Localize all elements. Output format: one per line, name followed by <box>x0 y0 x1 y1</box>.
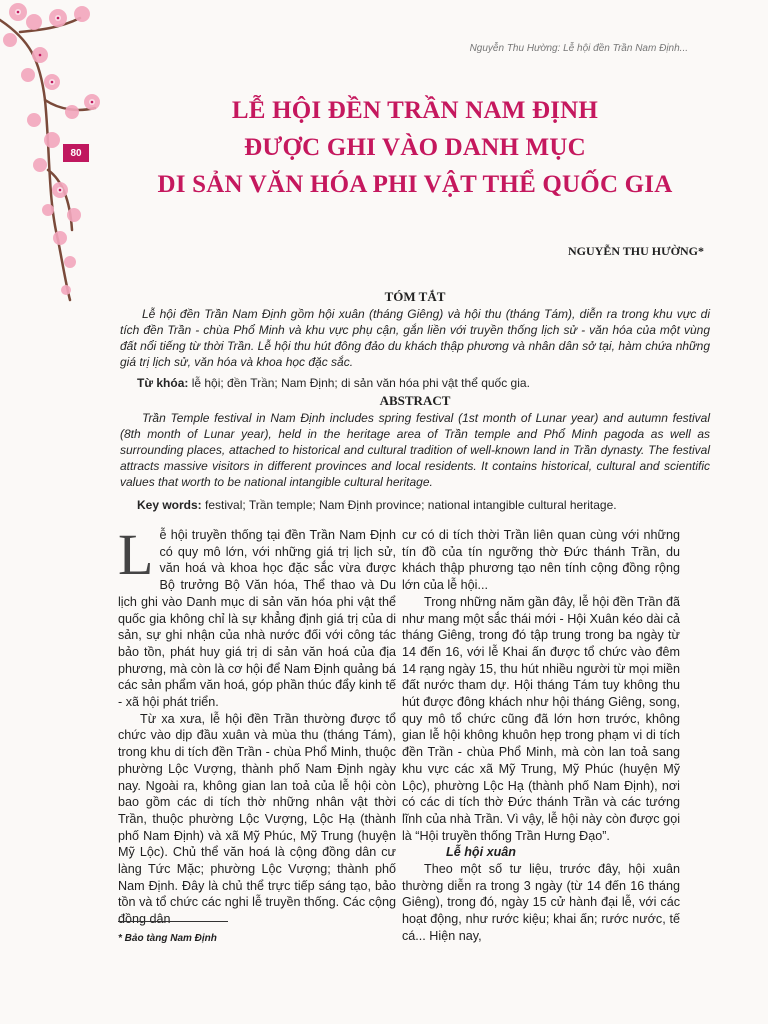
title-line-3: DI SẢN VĂN HÓA PHI VẬT THỂ QUỐC GIA <box>157 171 673 198</box>
keywords-vn <box>120 375 727 391</box>
footnote: * Bảo tàng Nam Định <box>118 933 217 944</box>
body-column-left <box>118 522 396 928</box>
keywords-en-label: Key words: <box>137 498 202 512</box>
title-line-2: ĐƯỢC GHI VÀO DANH MỤC <box>244 134 586 161</box>
keywords-en <box>120 497 727 513</box>
body-paragraph: Trong những năm gần đây, lễ hội đền Trần đã như mang một sắc thái mới - Hội Xuân kéo dài cả tháng Giêng, trong đó tập trung trong ba ngày từ 14 đến 16, với lễ Khai ấn được tổ chức vào đêm 14 rạng ngày 15, thu hút nhiều người từ mọi miền đất nước tham dự. Hội tháng Tám tuy không thu hút được đông khách như hội tháng Giêng, song, quy mô tổ chức cũng đã lớn hơn trước, không gian lễ hội không khuôn hẹp trong phạm vi di tích đền Trần - chùa Phổ Minh, mà còn lan toả sang khu vực các xã Mỹ Trung, Mỹ Phúc (huyện Mỹ Lộc), phường Lộc Hạ (thành phố Nam Định), nơi có các di tích thờ Đức thánh Trần và các tướng lĩnh của nhà Trần. Vì vậy, lễ hội này còn được gọi là “Hội truyền thống Trần Hưng Đạo”. <box>402 594 680 843</box>
body-paragraph: cư có di tích thời Trần liên quan cùng với những tín đồ của tín ngưỡng thờ Đức thánh Trần, du khách thập phương tạo nên tính cộng đồng rộng lớn của lễ hội... <box>402 528 680 593</box>
running-head: Nguyễn Thu Hường: Lễ hội đền Trần Nam Định... <box>469 43 688 54</box>
body-paragraph <box>118 522 396 711</box>
keywords-vn-text: lễ hội; đền Trần; Nam Định; di sản văn hóa phi vật thể quốc gia. <box>188 376 530 390</box>
page-number-badge: 80 <box>63 144 89 162</box>
abstract-en-heading: ABSTRACT <box>379 393 451 408</box>
abstract-vn-body: Lễ hội đền Trần Nam Định gồm hội xuân (tháng Giêng) và hội thu (tháng Tám), diễn ra trong khu vực di tích đền Trần - chùa Phổ Minh và khu vực phụ cận, gắn liền với truyền thống lịch sử - văn hóa của một vùng đất nổi tiếng từ thời Trần. Lễ hội thu hút đông đảo du khách thập phương và nhân dân sở tại, hàm chứa những giá trị lịch sử, văn hóa và khoa học đặc sắc. <box>120 307 710 369</box>
abstract-en-body: Trần Temple festival in Nam Định includes spring festival (1st month of Lunar year) and autumn festival (8th month of Lunar year), held in the heritage area of Trần temple and Phổ Minh pagoda as well as surrounding places, attached to historical and cultural tradition of well-known land in Trần dynasty. The festival attracts massive visitors in different provinces and local residents. It contains historical, cultural and scientific values that worth to be national intangible cultural heritage. <box>120 411 710 489</box>
article-title <box>120 92 710 203</box>
keywords-vn-label: Từ khóa: <box>137 376 189 390</box>
body-paragraph: Theo một số tư liệu, trước đây, hội xuân thường diễn ra trong 3 ngày (từ 14 đến 16 tháng Giêng), trong đó, ngày 15 cử hành đại lễ, với các hoạt động, như rước kiệu; khai ấn; rước nước, tế cá... Hiện nay, <box>402 862 680 943</box>
body-column-right <box>402 527 680 945</box>
body-paragraph-text: ễ hội truyền thống tại đền Trần Nam Định có quy mô lớn, với những giá trị lịch sử, văn hoá và khoa học đặc sắc vừa được Bộ trưởng Bộ Văn hóa, Thể thao và Du lịch ghi vào Danh mục di sản văn hóa phi vật thể quốc gia không chỉ là sự khẳng định giá trị của di sản, sự ghi nhận của nhà nước đối với công tác bảo tồn, phát huy giá trị di sản văn hoá của địa phương, mà còn là cơ hội để Nam Định quảng bá các sản phẩm văn hoá, góp phần thúc đẩy kinh tế - xã hội phát triển. <box>118 528 396 710</box>
section-subheading: Lễ hội xuân <box>446 845 516 860</box>
keywords-en-text: festival; Trần temple; Nam Định province; national intangible cultural heritage. <box>201 498 617 512</box>
body-paragraph: Từ xa xưa, lễ hội đền Trần thường được tổ chức vào dịp đầu xuân và mùa thu (tháng Tám), trong khu di tích đền Trần - chùa Phổ Minh, thuộc phường Lộc Vượng, thành phố Nam Định ngày nay. Ngoài ra, không gian lan toả của lễ hội còn bao gồm các di tích thờ những nhân vật thời Trần, thuộc phường Lộc Vượng, Lộc Hạ (thành phố Nam Định) và xã Mỹ Phúc, Mỹ Trung (huyện Mỹ Lộc). Chủ thể văn hoá là cộng đồng dân cư làng Tức Mặc; phường Lộc Vượng; thành phố Nam Định. Đây là chủ thể trực tiếp sáng tạo, bảo tồn và tổ chức các nghi lễ truyền thống. Các cộng đồng dân <box>118 711 396 927</box>
author-name: NGUYỄN THU HƯỜNG* <box>567 244 704 258</box>
footnote-divider <box>118 921 228 922</box>
title-line-1: LỄ HỘI ĐỀN TRẦN NAM ĐỊNH <box>231 97 599 124</box>
drop-cap: L <box>118 522 154 587</box>
abstract-vn-heading: TÓM TẮT <box>384 289 446 304</box>
